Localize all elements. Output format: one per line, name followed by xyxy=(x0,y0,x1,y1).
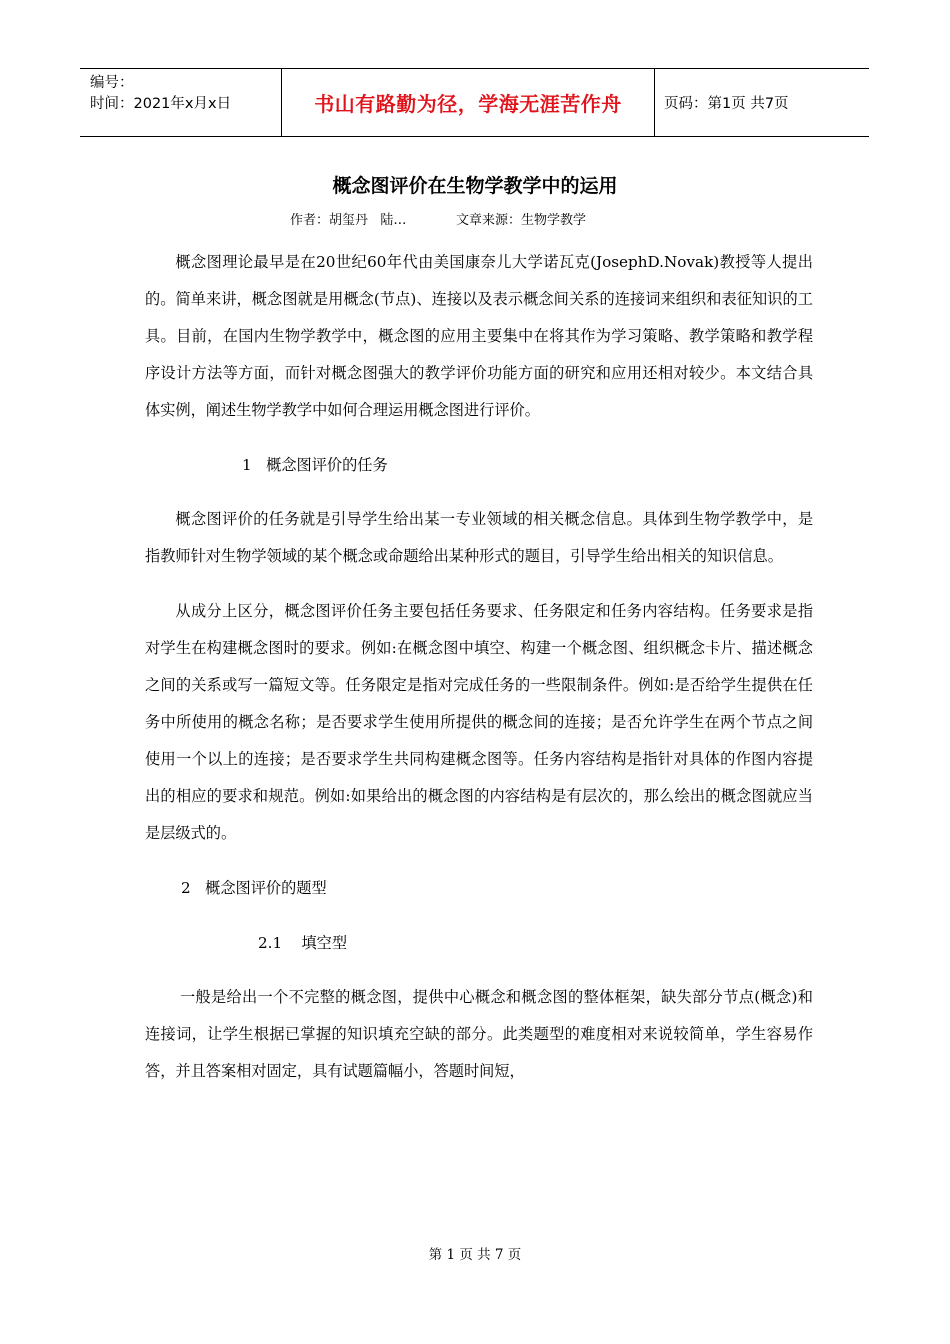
page-footer: 第 1 页 共 7 页 xyxy=(428,1247,522,1263)
subsection-heading-2-1: 2.1 填空型 xyxy=(258,933,348,952)
header-motto: 书山有路勤为径，学海无涯苦作舟 xyxy=(281,69,655,136)
date-label: 时间：2021年x月x日 xyxy=(90,96,232,112)
header-meta xyxy=(80,69,281,136)
paragraph-intro: 概念图理论最早是在20世纪60年代由美国康奈儿大学诺瓦克(JosephD.Novak)教授等人提出的。简单来讲，概念图就是用概念(节点)、连接以及表示概念间关系的连接词来组织和表征知识的工具。目前，在国内生物学教学中，概念图的应用主要集中在将其作为学习策略、教学策略和教学程序设计方法等方面，而针对概念图强大的教学评价功能方面的研究和应用还相对较少。本文结合具体实例，阐述生物学教学中如何合理运用概念图进行评价。 xyxy=(145,253,813,419)
header-page-code: 页码：第1页 共7页 xyxy=(664,96,789,112)
number-label: 编号： xyxy=(90,75,134,91)
section-heading-1: 1 概念图评价的任务 xyxy=(242,455,388,474)
paragraph-fill-in: 一般是给出一个不完整的概念图，提供中心概念和概念图的整体框架，缺失部分节点(概念)和连接词，让学生根据已掌握的知识填充空缺的部分。此类题型的难度相对来说较简单，学生容易作答，并且答案相对固定，具有试题篇幅小，答题时间短， xyxy=(145,988,813,1081)
section-heading-2: 2 概念图评价的题型 xyxy=(181,878,327,897)
article-body xyxy=(145,244,813,1090)
article-title: 概念图评价在生物学教学中的运用 xyxy=(332,175,618,197)
article-byline: 作者：胡玺丹 陆… 文章来源：生物学教学 xyxy=(290,213,586,228)
paragraph-components: 从成分上区分，概念图评价任务主要包括任务要求、任务限定和任务内容结构。任务要求是指对学生在构建概念图时的要求。例如:在概念图中填空、构建一个概念图、组织概念卡片、描述概念之间的关系或写一篇短文等。任务限定是指对完成任务的一些限制条件。例如:是否给学生提供在任务中所使用的概念名称；是否要求学生使用所提供的概念间的连接；是否允许学生在两个节点之间使用一个以上的连接；是否要求学生共同构建概念图等。任务内容结构是指针对具体的作图内容提出的相应的要求和规范。例如:如果给出的概念图的内容结构是有层次的，那么绘出的概念图就应当是层级式的。 xyxy=(145,602,813,842)
paragraph-task: 概念图评价的任务就是引导学生给出某一专业领域的相关概念信息。具体到生物学教学中，是指教师针对生物学领域的某个概念或命题给出某种形式的题目，引导学生给出相关的知识信息。 xyxy=(145,510,813,566)
document-header xyxy=(80,68,869,137)
